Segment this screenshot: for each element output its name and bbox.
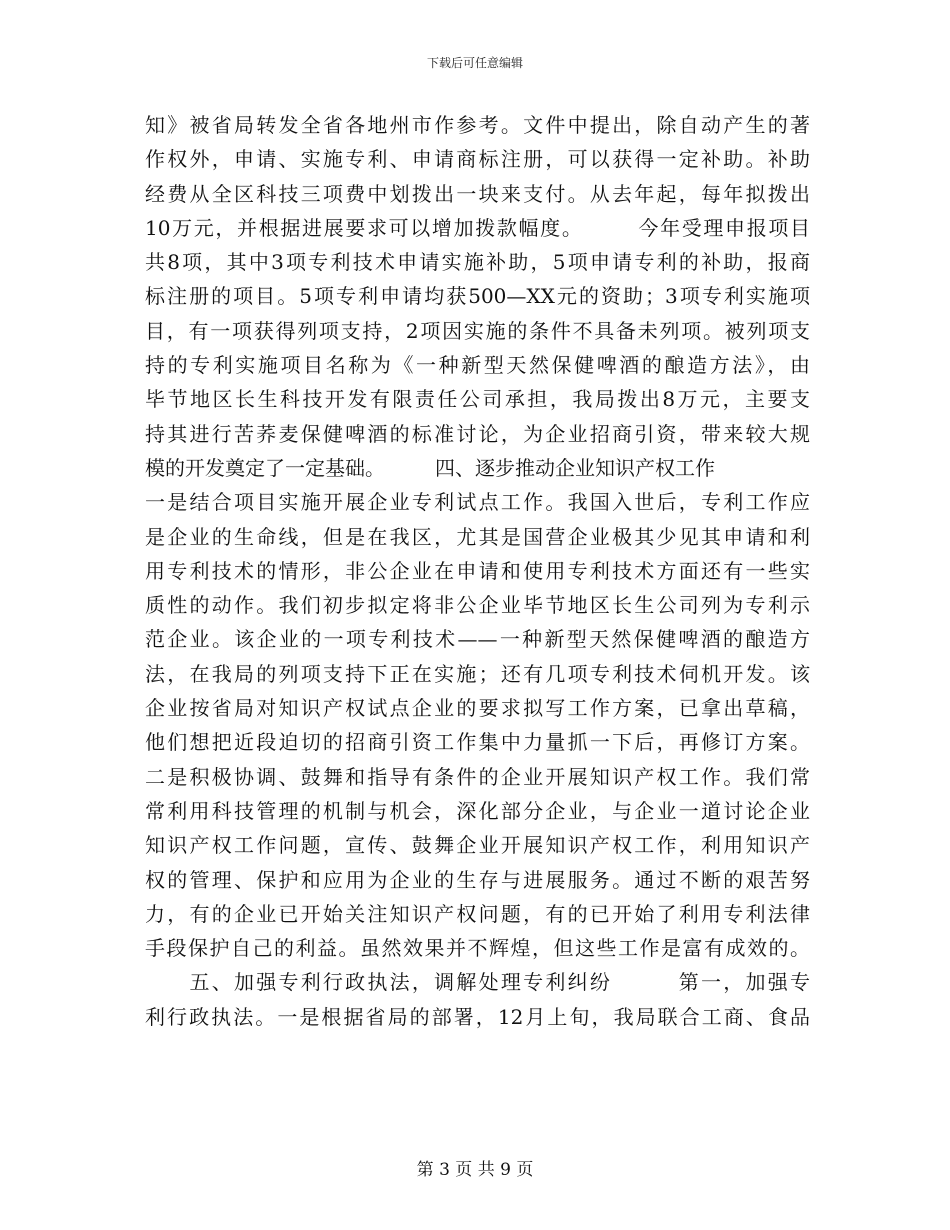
text-line: 法，在我局的列项支持下正在实施；还有几项专利技术伺机开发。该 [145, 661, 810, 686]
text-line: 质性的动作。我们初步拟定将非公企业毕节地区长生公司列为专利示 [145, 593, 810, 618]
text-line: 权的管理、保护和应用为企业的生存与进展服务。通过不断的艰苦努 [145, 867, 810, 892]
text-line: 用专利技术的情形，非公企业在申请和使用专利技术方面还有一些实 [145, 558, 810, 583]
text-line: 一是结合项目实施开展企业专利试点工作。我国入世后，专利工作应 [145, 490, 810, 515]
text-line: 10万元，并根据进展要求可以增加拨款幅度。 今年受理申报项目 [145, 215, 810, 240]
text-line: 二是积极协调、鼓舞和指导有条件的企业开展知识产权工作。我们常 [145, 764, 810, 789]
page-number: 第 3 页 共 9 页 [416, 1160, 534, 1180]
text-line: 他们想把近段迫切的招商引资工作集中力量抓一下后，再修订方案。 [145, 730, 810, 755]
text-line: 企业按省局对知识产权试点企业的要求拟写工作方案，已拿出草稿， [145, 696, 810, 721]
text-line: 标注册的项目。5项专利申请均获500—XX元的资助；3项专利实施项 [145, 284, 810, 309]
text-line: 五、加强专利行政执法，调解处理专利纠纷 第一，加强专 [145, 970, 810, 995]
text-line: 经费从全区科技三项费中划拨出一块来支付。从去年起，每年拟拨出 [145, 181, 810, 206]
text-line: 共8项，其中3项专利技术申请实施补助，5项申请专利的补助，报商 [145, 250, 810, 275]
text-line: 毕节地区长生科技开发有限责任公司承担，我局拨出8万元，主要支 [145, 387, 810, 412]
page-header-note: 下载后可任意编辑 [426, 56, 523, 70]
text-line: 知》被省局转发全省各地州市作参考。文件中提出，除自动产生的著 [145, 113, 810, 137]
text-line: 手段保护自己的利益。虽然效果并不辉煌，但这些工作是富有成效的。 [145, 936, 810, 961]
text-line: 利行政执法。一是根据省局的部署，12月上旬，我局联合工商、食品 [145, 1004, 810, 1029]
body-text [145, 108, 810, 1034]
text-line: 是企业的生命线，但是在我区，尤其是国营企业极其少见其申请和利 [145, 524, 810, 549]
text-line: 知识产权工作问题，宣传、鼓舞企业开展知识产权工作，利用知识产 [145, 833, 810, 858]
text-line: 常利用科技管理的机制与机会，深化部分企业，与企业一道讨论企业 [145, 798, 810, 823]
text-line: 持其进行苦荞麦保健啤酒的标准讨论，为企业招商引资，带来较大规 [145, 421, 810, 446]
text-line: 范企业。该企业的一项专利技术——一种新型天然保健啤酒的酿造方 [145, 627, 810, 652]
text-line: 模的开发奠定了一定基础。 四、逐步推动企业知识产权工作 [145, 455, 715, 480]
text-line: 持的专利实施项目名称为《一种新型天然保健啤酒的酿造方法》，由 [145, 353, 810, 378]
text-line: 力，有的企业已开始关注知识产权问题，有的已开始了利用专利法律 [145, 901, 810, 926]
text-line: 作权外，申请、实施专利、申请商标注册，可以获得一定补助。补助 [145, 147, 810, 172]
text-line: 目，有一项获得列项支持，2项因实施的条件不具备未列项。被列项支 [145, 318, 810, 343]
